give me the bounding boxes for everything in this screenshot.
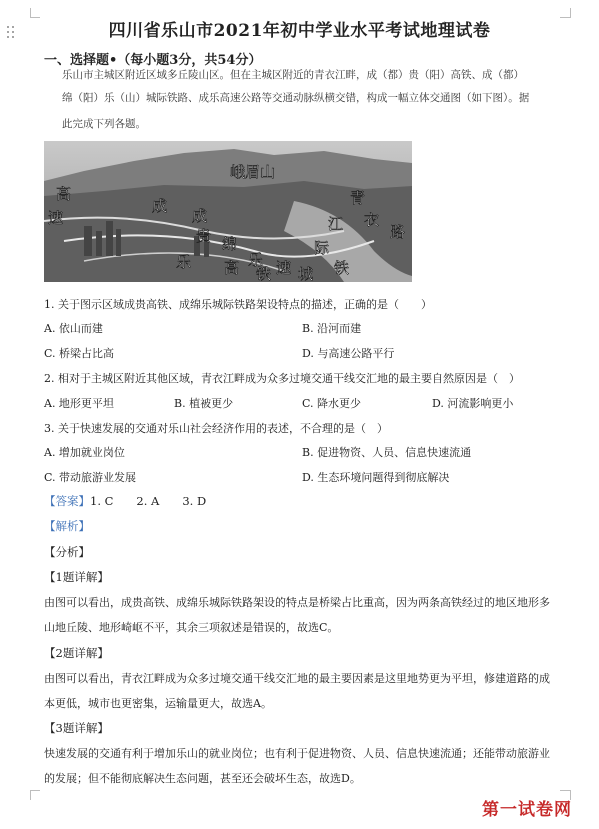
- photo-label-6: 绵: [222, 235, 238, 253]
- intro-line-1: 乐山市主城区附近区域多丘陵山区。但在主城区附近的青衣江畔，成（都）贵（阳）高铁、成（都）: [62, 69, 524, 81]
- q1-detail-label: 【1题详解】: [44, 570, 109, 584]
- photo-label-12: 城: [298, 265, 314, 282]
- question-3-stem: 3. 关于快速发展的交通对乐山社会经济作用的表述，不合理的是（ ）: [44, 422, 388, 435]
- photo-label-13: 际: [314, 239, 330, 257]
- intro-line-2: 绵（阳）乐（山）城际铁路、成乐高速公路等交通动脉纵横交错，构成一幅立体交通图（如下图）。据: [62, 92, 530, 104]
- q3-detail-line-1: 快速发展的交通有利于增加乐山的就业岗位；也有利于促进物资、人员、信息快速流通；还能带动旅游业: [44, 747, 550, 760]
- q3-option-d: D. 生态环境问题得到彻底解决: [302, 471, 450, 484]
- q1-option-a: A. 依山而建: [44, 322, 103, 335]
- photo-label-7: 乐: [176, 253, 192, 271]
- photo-label-5: 贵: [196, 227, 212, 245]
- q2-detail-line-1: 由图可以看出，青衣江畔成为众多过境交通干线交汇地的最主要因素是这里地势更为平坦，修建道路的成: [44, 672, 550, 685]
- photo-label-11: 速: [276, 259, 292, 277]
- question-1-stem: 1. 关于图示区域成贵高铁、成绵乐城际铁路架设特点的描述，正确的是（ ）: [44, 298, 432, 311]
- q2-option-c: C. 降水更少: [302, 397, 362, 410]
- photo-label-17: 衣: [364, 211, 380, 229]
- photo-label-10: 铁: [256, 265, 272, 282]
- question-2-stem: 2. 相对于主城区附近其他区域，青衣江畔成为众多过境交通干线交汇地的最主要自然原因是（ ）: [44, 372, 520, 385]
- q1-detail-line-1: 由图可以看出，成贵高铁、成绵乐城际铁路架设的特点是桥梁占比重高，因为两条高铁经过的地区地形多: [44, 596, 550, 609]
- q3-option-b: B. 促进物资、人员、信息快速流通: [302, 446, 472, 459]
- section-heading: 一、选择题•（每小题3分，共54分）: [44, 53, 262, 68]
- q3-detail-label: 【3题详解】: [44, 721, 109, 735]
- intro-line-3: 此完成下列各题。: [62, 118, 146, 130]
- q1-option-c: C. 桥梁占比高: [44, 347, 115, 360]
- q2-option-a: A. 地形更平坦: [44, 397, 114, 410]
- photo-label-8: 高: [224, 259, 240, 277]
- q2-detail-label: 【2题详解】: [44, 646, 109, 660]
- photo-label-3: 成: [152, 197, 168, 215]
- q2-option-d: D. 河流影响更小: [432, 397, 514, 410]
- q1-option-d: D. 与高速公路平行: [302, 347, 395, 360]
- corner-mark-bottom-left-h: [30, 790, 40, 791]
- photo-label-4: 成: [192, 207, 208, 225]
- answer-label: 【答案】: [44, 494, 90, 508]
- photo-label-1: 高: [56, 185, 72, 203]
- photo-label-14: 铁: [334, 259, 350, 277]
- photo-label-9: 乐: [248, 251, 264, 269]
- answer-text: 1. C 2. A 3. D: [90, 494, 207, 508]
- q1-option-b: B. 沿河而建: [302, 322, 362, 335]
- q1-detail-line-2: 山地丘陵、地形崎岖不平，其余三项叙述是错误的，故选C。: [44, 621, 339, 634]
- answer-line: [44, 493, 206, 509]
- photo-label-18: 路: [390, 223, 406, 241]
- corner-mark-bottom-right-h: [560, 790, 570, 791]
- traffic-photo: [44, 141, 412, 282]
- photo-label-15: 青: [350, 189, 366, 207]
- q2-option-b: B. 植被更少: [174, 397, 234, 410]
- watermark-logo: 第一试卷网: [482, 800, 572, 820]
- page-title: 四川省乐山市2021年初中学业水平考试地理试卷: [108, 21, 491, 41]
- label-emei-mountain: 峨眉山: [230, 163, 276, 181]
- photo-label-16: 江: [328, 215, 344, 233]
- photo-label-2: 速: [48, 209, 64, 227]
- q3-option-c: C. 带动旅游业发展: [44, 471, 137, 484]
- q2-detail-line-2: 本更低，城市也更密集，运输量更大，故选A。: [44, 697, 272, 710]
- q3-option-a: A. 增加就业岗位: [44, 446, 125, 459]
- analysis-label: 【解析】: [44, 519, 90, 533]
- fenxi-label: 【分析】: [44, 545, 90, 559]
- corner-mark-bottom-left: [30, 790, 41, 800]
- q3-detail-line-2: 的发展；但不能彻底解决生态问题，甚至还会破坏生态，故选D。: [44, 772, 361, 785]
